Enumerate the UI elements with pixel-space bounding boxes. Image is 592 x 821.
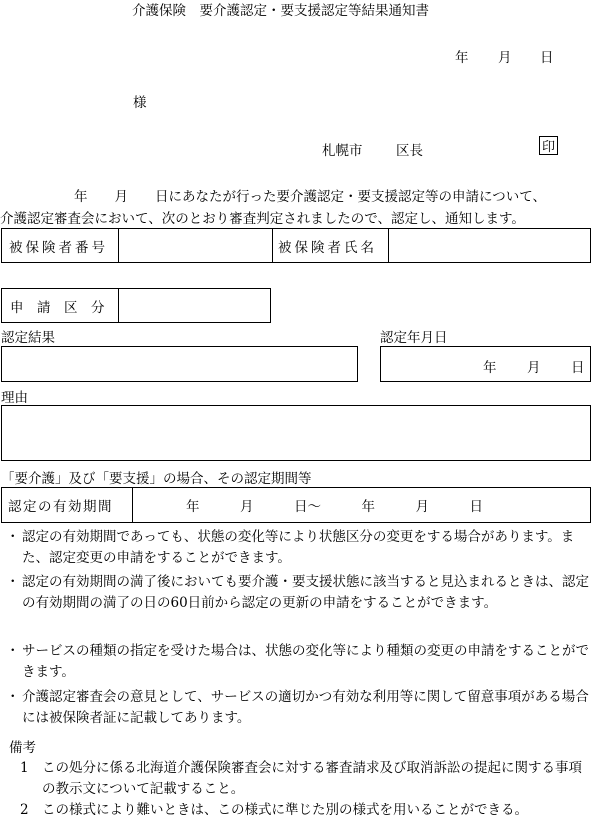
cert-date-field[interactable] <box>380 346 591 382</box>
note-text: 認定の有効期間の満了後においても要介護・要支援状態に該当すると見込まれるときは、認定の有効期間の満了の日の60日前から認定の更新の申請をすることができます。 <box>22 574 589 611</box>
remark-number: 2 <box>20 802 29 818</box>
insured-name-field[interactable] <box>389 229 589 262</box>
bullet: ・ <box>6 643 20 659</box>
note-text: サービスの種類の指定を受けた場合は、状態の変化等により種類の変更の申請をすることができます。 <box>22 643 589 680</box>
note-item <box>6 572 590 613</box>
note-text: 介護認定審査会の意見として、サービスの適切かつ有効な利用等に関して留意事項がある場合には被保険者証に記載してあります。 <box>22 689 589 726</box>
note-item <box>6 527 590 568</box>
remark-number: 1 <box>20 760 29 776</box>
remark-item <box>20 800 590 821</box>
valid-period-label: 認定の有効期間 <box>8 499 113 515</box>
valid-period-value: 年 月 日～ 年 月 日 <box>186 499 483 515</box>
application-type-label: 申 請 区 分 <box>10 299 105 316</box>
remarks-heading: 備考 <box>9 740 36 756</box>
date-month-label: 月 <box>498 50 512 66</box>
insured-number-field[interactable] <box>119 229 272 262</box>
remark-item <box>20 758 590 800</box>
remark-text: この様式により難いときは、この様式に準じた別の様式を用いることができる。 <box>42 802 528 818</box>
period-heading: 「要介護」及び「要支援」の場合、その認定期間等 <box>1 471 312 487</box>
reason-field[interactable] <box>1 405 591 461</box>
issuer-city: 札幌市 <box>322 143 363 159</box>
note-text: 認定の有効期間であっても、状態の変化等により状態区分の変更をする場合があります。また、認定変更の申請をすることができます。 <box>22 529 575 566</box>
remark-text: この処分に係る北海道介護保険審査会に対する審査請求及び取消訴訟の提起に関する事項の教示文について記載すること。 <box>42 760 582 797</box>
date-year-label: 年 <box>455 50 469 66</box>
note-item <box>6 687 590 728</box>
bullet: ・ <box>6 529 20 545</box>
intro-line-1: 年 月 日にあなたが行った要介護認定・要支援認定等の申請について、 <box>74 189 546 205</box>
intro-line-2: 介護認定審査会において、次のとおり審査判定されましたので、認定し、通知します。 <box>0 211 525 227</box>
reason-label: 理由 <box>1 390 28 406</box>
cert-date-day: 日 <box>571 360 585 376</box>
insured-info-row <box>1 228 591 263</box>
cert-date-month: 月 <box>527 360 541 376</box>
bullet: ・ <box>6 689 20 705</box>
insured-name-label: 被保険者氏名 <box>278 239 377 256</box>
issuer-ward-head: 区長 <box>396 143 423 159</box>
valid-period-field[interactable] <box>186 488 586 522</box>
insured-number-label: 被保険者番号 <box>9 239 108 256</box>
bullet: ・ <box>6 574 20 590</box>
application-type-field[interactable] <box>119 289 269 322</box>
recipient-suffix: 様 <box>133 95 147 111</box>
date-day-label: 日 <box>540 50 554 66</box>
valid-period-row <box>1 487 591 523</box>
document-title: 介護保険 要介護認定・要支援認定等結果通知書 <box>132 3 429 19</box>
official-seal <box>539 136 558 155</box>
seal-text: 印 <box>541 140 555 155</box>
cert-date-label: 認定年月日 <box>380 330 448 346</box>
result-label: 認定結果 <box>1 330 55 346</box>
note-item <box>6 641 590 682</box>
application-type-row <box>1 288 271 323</box>
cert-date-year: 年 <box>483 360 497 376</box>
result-field[interactable] <box>1 346 358 382</box>
